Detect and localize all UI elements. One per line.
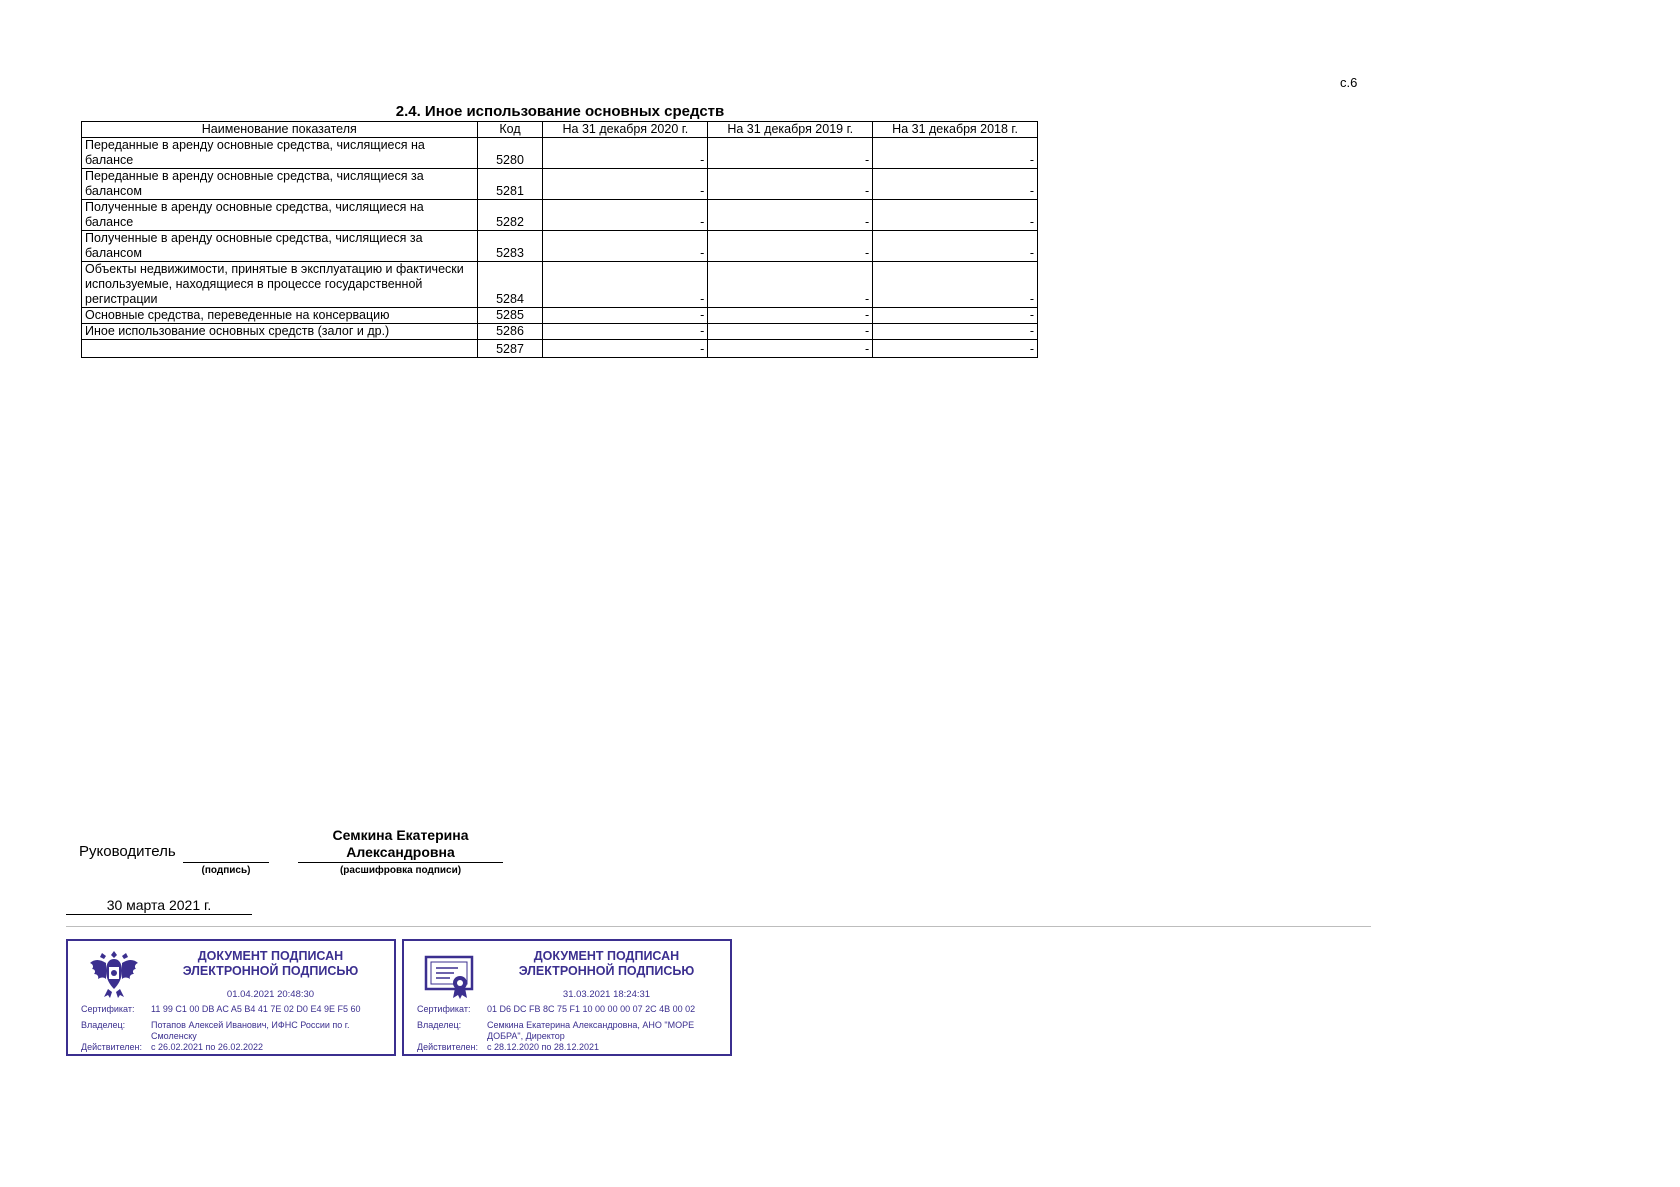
stamp-heading: ДОКУМЕНТ ПОДПИСАН ЭЛЕКТРОННОЙ ПОДПИСЬЮ [182, 949, 359, 978]
stamp-cert-row [417, 1004, 702, 1015]
row-2019-cell: - [708, 308, 873, 324]
stamp-owner-row [417, 1020, 702, 1042]
table-header-row [82, 122, 1038, 138]
row-code-cell: 5285 [477, 308, 543, 324]
header-2020: На 31 декабря 2020 г. [543, 122, 708, 138]
row-2020-cell: - [543, 262, 708, 308]
row-code-cell: 5287 [477, 340, 543, 358]
signature-date: 30 марта 2021 г. [66, 897, 252, 915]
cert-value: 11 99 C1 00 DB AC A5 B4 41 7E 02 D0 E4 9E F5 60 [151, 1004, 361, 1014]
cert-value: 01 D6 DC FB 8C 75 F1 10 00 00 00 07 2C 4B 00 02 [487, 1004, 696, 1014]
row-2020-cell: - [543, 340, 708, 358]
row-2018-cell: - [873, 308, 1038, 324]
row-2018-cell: - [873, 200, 1038, 231]
table-row [82, 324, 1038, 340]
section-title: 2.4. Иное использование основных средств [395, 103, 725, 120]
row-name-cell: Иное использование основных средств (залог и др.) [82, 324, 478, 340]
row-2019-cell: - [708, 231, 873, 262]
header-2018: На 31 декабря 2018 г. [873, 122, 1038, 138]
row-code-cell: 5283 [477, 231, 543, 262]
page-number: с.6 [1340, 75, 1358, 90]
row-2018-cell: - [873, 262, 1038, 308]
table-row [82, 200, 1038, 231]
divider [66, 926, 1371, 927]
e-signature-stamp-director [402, 939, 732, 1056]
valid-label: Действителен: [417, 1042, 479, 1052]
owner-label: Владелец: [417, 1020, 462, 1030]
row-2018-cell: - [873, 138, 1038, 169]
row-code-cell: 5286 [477, 324, 543, 340]
owner-value: Семкина Екатерина Александровна, АНО "МОРЕ ДОБРА", Директор [487, 1020, 695, 1041]
stamp-timestamp: 31.03.2021 18:24:31 [562, 989, 651, 1000]
name-caption: (расшифровка подписи) [339, 865, 462, 876]
row-2020-cell: - [543, 308, 708, 324]
row-code-cell: 5280 [477, 138, 543, 169]
stamp-cert-row [81, 1004, 366, 1015]
signature-line [183, 862, 269, 863]
stamp-valid-row [417, 1042, 702, 1053]
row-name-cell: Основные средства, переведенные на консервацию [82, 308, 478, 324]
row-code-cell: 5284 [477, 262, 543, 308]
signer-name: Семкина Екатерина Александровна [332, 827, 469, 860]
stamp-valid-row [81, 1042, 366, 1053]
row-2020-cell: - [543, 200, 708, 231]
row-2019-cell: - [708, 200, 873, 231]
cert-label: Сертификат: [81, 1004, 135, 1014]
certificate-icon [424, 945, 476, 1001]
row-2020-cell: - [543, 324, 708, 340]
row-name-cell: Полученные в аренду основные средства, числящиеся на балансе [82, 200, 478, 231]
row-2019-cell: - [708, 138, 873, 169]
row-code-cell: 5281 [477, 169, 543, 200]
stamp-timestamp: 01.04.2021 20:48:30 [226, 989, 315, 1000]
fixed-assets-table [81, 121, 1038, 358]
header-2019: На 31 декабря 2019 г. [708, 122, 873, 138]
table-body [82, 138, 1038, 358]
row-name-cell [82, 340, 478, 358]
row-2018-cell: - [873, 324, 1038, 340]
coat-of-arms-icon [88, 945, 140, 1001]
cert-label: Сертификат: [417, 1004, 471, 1014]
table-row [82, 308, 1038, 324]
valid-value: с 28.12.2020 по 28.12.2021 [487, 1042, 599, 1052]
row-2019-cell: - [708, 340, 873, 358]
row-2020-cell: - [543, 138, 708, 169]
row-2019-cell: - [708, 324, 873, 340]
table-row [82, 169, 1038, 200]
row-2020-cell: - [543, 231, 708, 262]
stamp-owner-row [81, 1020, 366, 1042]
row-name-cell: Переданные в аренду основные средства, числящиеся на балансе [82, 138, 478, 169]
row-name-cell: Полученные в аренду основные средства, числящиеся за балансом [82, 231, 478, 262]
row-2018-cell: - [873, 340, 1038, 358]
table-row [82, 262, 1038, 308]
row-code-cell: 5282 [477, 200, 543, 231]
e-signature-stamp-tax [66, 939, 396, 1056]
row-2019-cell: - [708, 169, 873, 200]
valid-value: с 26.02.2021 по 26.02.2022 [151, 1042, 263, 1052]
header-name: Наименование показателя [82, 122, 478, 138]
table-row [82, 340, 1038, 358]
owner-value: Потапов Алексей Иванович, ИФНС России по г. Смоленску [151, 1020, 350, 1041]
table-row [82, 231, 1038, 262]
stamp-heading: ДОКУМЕНТ ПОДПИСАН ЭЛЕКТРОННОЙ ПОДПИСЬЮ [518, 949, 695, 978]
valid-label: Действителен: [81, 1042, 143, 1052]
row-name-cell: Объекты недвижимости, принятые в эксплуатацию и фактически используемые, находящиеся в процессе государственной регистрации [82, 262, 478, 308]
table-row [82, 138, 1038, 169]
row-2018-cell: - [873, 169, 1038, 200]
row-2020-cell: - [543, 169, 708, 200]
row-2018-cell: - [873, 231, 1038, 262]
row-2019-cell: - [708, 262, 873, 308]
owner-label: Владелец: [81, 1020, 126, 1030]
name-line [298, 862, 503, 863]
header-code: Код [477, 122, 543, 138]
row-name-cell: Переданные в аренду основные средства, числящиеся за балансом [82, 169, 478, 200]
signer-role: Руководитель [79, 843, 176, 860]
signature-caption: (подпись) [201, 865, 251, 876]
